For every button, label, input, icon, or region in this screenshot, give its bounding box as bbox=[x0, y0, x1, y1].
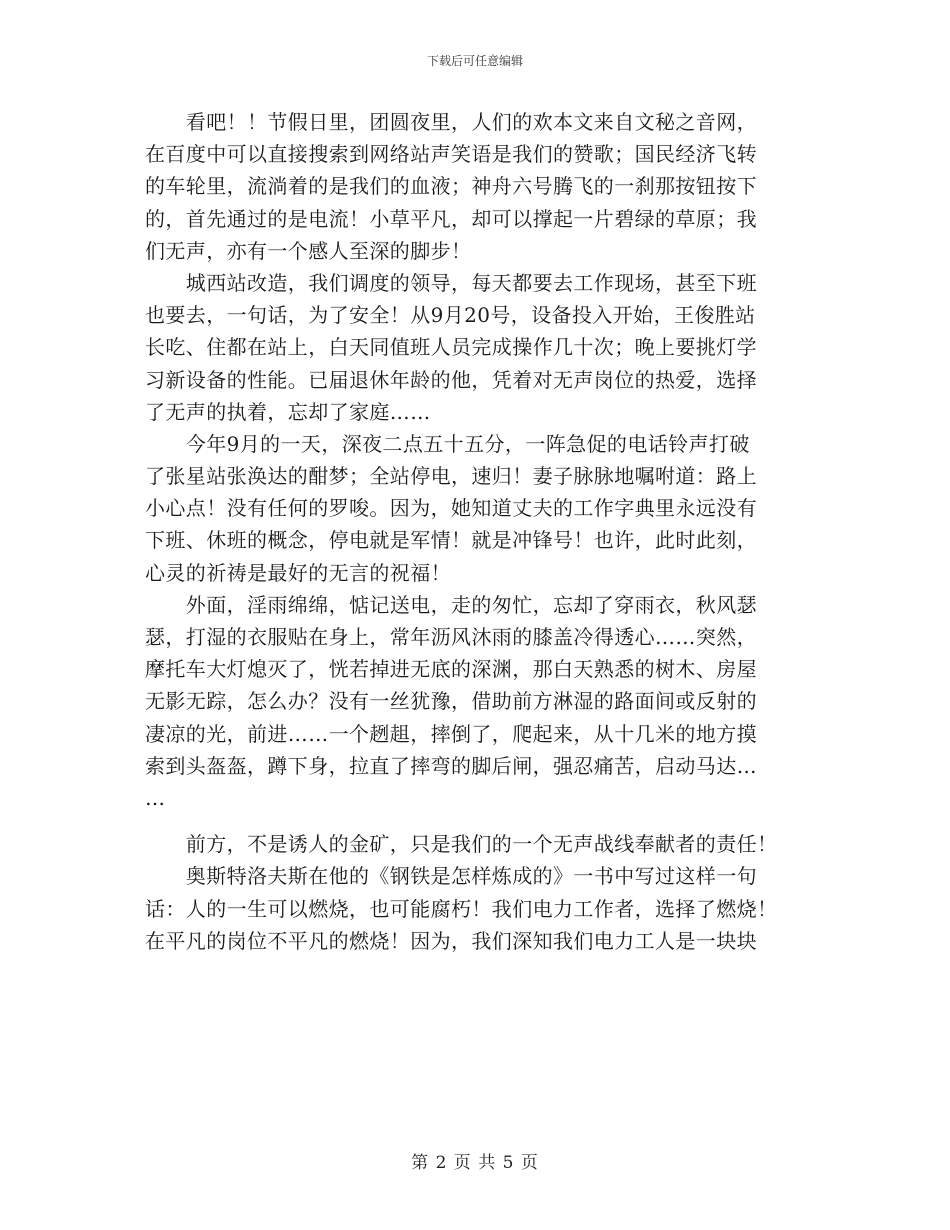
document-body bbox=[145, 106, 807, 957]
text-line: 话：人的一生可以燃烧，也可能腐朽！我们电力工作者，选择了燃烧！ bbox=[145, 896, 778, 921]
text-line: 摩托车大灯熄灭了，恍若掉进无底的深渊，那白天熟悉的树木、房屋 bbox=[145, 657, 757, 682]
paragraph bbox=[145, 428, 807, 589]
paragraph bbox=[145, 106, 807, 267]
text-line: 凄凉的光，前进……一个趔趄，摔倒了，爬起来，从十几米的地方摸 bbox=[145, 721, 757, 746]
paragraph-gap bbox=[145, 814, 807, 828]
text-line: 在平凡的岗位不平凡的燃烧！因为，我们深知我们电力工人是一块块 bbox=[145, 928, 757, 953]
text-line: 瑟，打湿的衣服贴在身上，常年沥风沐雨的膝盖冷得透心……突然， bbox=[145, 625, 757, 649]
text-line: 奥斯特洛夫斯在他的《钢铁是怎样炼成的》一书中写过这样一句 bbox=[145, 864, 757, 889]
text-line: 长吃、住都在站上，白天同值班人员完成操作几十次；晚上要挑灯学 bbox=[145, 335, 757, 360]
text-line: 索到头盔盔，蹲下身，拉直了摔弯的脚后闸，强忍痛苦，启动马达… bbox=[145, 753, 757, 778]
text-line: 小心点！没有任何的罗唆。因为，她知道丈夫的工作字典里永远没有 bbox=[145, 496, 757, 521]
page-header: 下载后可任意编辑 bbox=[426, 54, 523, 68]
paragraph bbox=[145, 860, 807, 957]
text-line: 城西站改造，我们调度的领导，每天都要去工作现场，甚至下班 bbox=[145, 270, 757, 295]
text-line: 外面，淫雨绵绵，惦记送电，走的匆忙，忘却了穿雨衣，秋风瑟 bbox=[145, 592, 757, 617]
text-line: 心灵的祈祷是最好的无言的祝福！ bbox=[145, 560, 451, 585]
text-line: 的，首先通过的是电流！小草平凡，却可以撑起一片碧绿的草原；我 bbox=[145, 206, 757, 231]
text-line: 了无声的执着，忘却了家庭…… bbox=[145, 399, 431, 424]
paragraph bbox=[145, 267, 807, 428]
text-line: 习新设备的性能。已届退休年龄的他，凭着对无声岗位的热爱，选择 bbox=[145, 367, 757, 392]
text-line: 下班、休班的概念，停电就是军情！就是冲锋号！也许，此时此刻， bbox=[145, 528, 757, 553]
text-line: 们无声，亦有一个感人至深的脚步！ bbox=[145, 238, 472, 263]
text-line: … bbox=[145, 785, 166, 810]
paragraph bbox=[145, 589, 807, 814]
text-line: 的车轮里，流淌着的是我们的血液；神舟六号腾飞的一刹那按钮按下 bbox=[145, 174, 757, 199]
text-line: 前方，不是诱人的金矿，只是我们的一个无声战线奉献者的责任！ bbox=[145, 832, 778, 857]
text-line: 在百度中可以直接搜索到网络站声笑语是我们的赞歌；国民经济飞转 bbox=[145, 142, 757, 167]
text-line: 无影无踪，怎么办？没有一丝犹豫，借助前方淋湿的路面间或反射的 bbox=[145, 689, 757, 714]
paragraph bbox=[145, 828, 807, 860]
page-number-footer: 第 2 页 共 5 页 bbox=[411, 1153, 539, 1173]
text-line: 今年9月的一天，深夜二点五十五分，一阵急促的电话铃声打破 bbox=[145, 431, 750, 456]
text-line: 也要去，一句话，为了安全！从9月20号，设备投入开始，王俊胜站 bbox=[145, 303, 756, 328]
text-line: 了张星站张涣达的酣梦；全站停电，速归！妻子脉脉地嘱咐道：路上 bbox=[145, 464, 757, 489]
text-line: 看吧！！节假日里，团圆夜里，人们的欢本文来自文秘之音网， bbox=[145, 110, 757, 134]
